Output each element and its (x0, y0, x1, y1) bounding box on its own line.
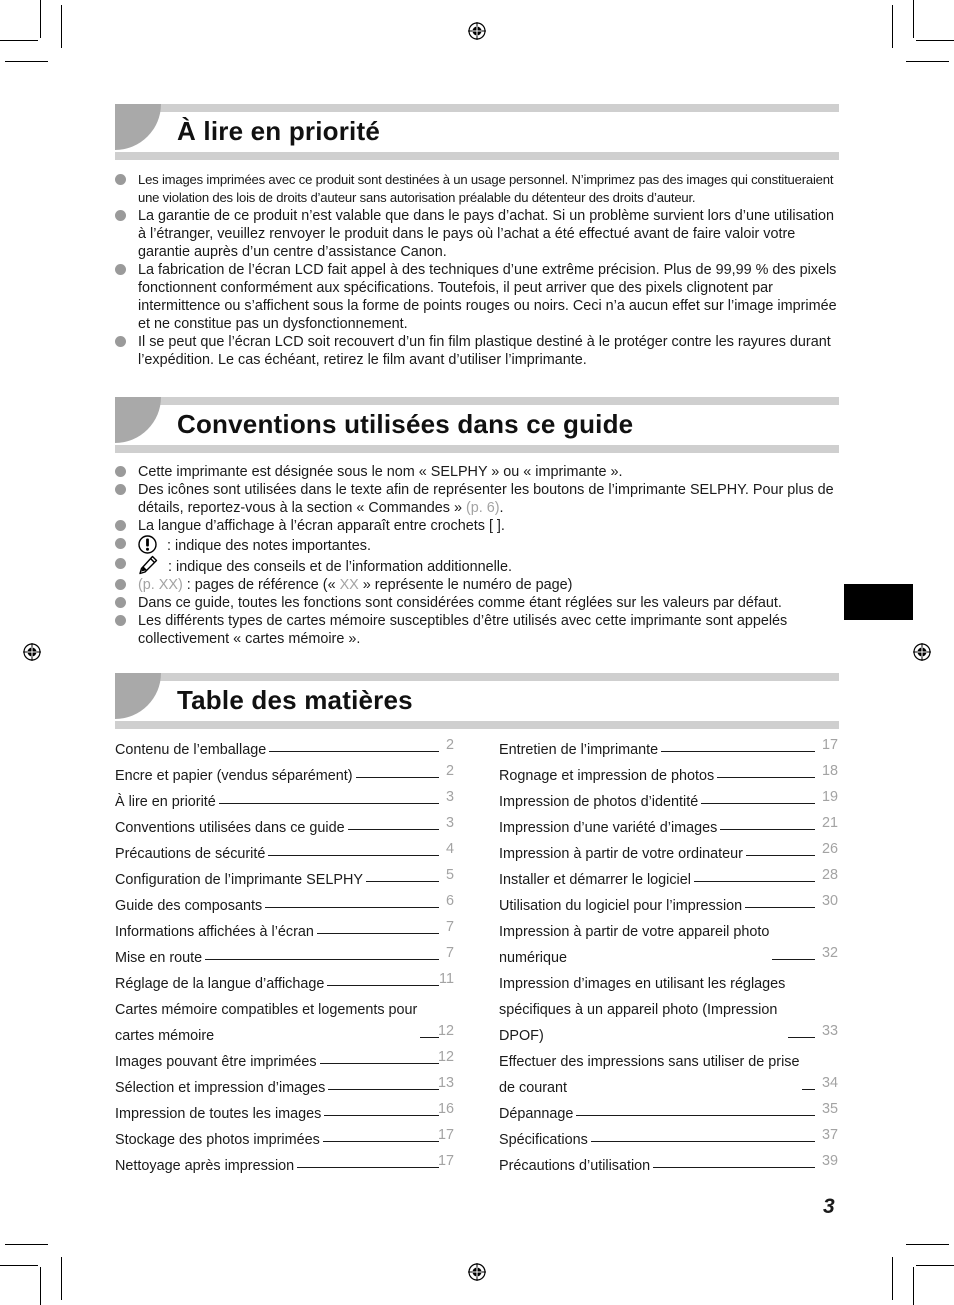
list-item: : indique des conseils et de l’information additionnelle. (115, 555, 839, 576)
toc-entry-label: Sélection et impression d’images (115, 1075, 328, 1101)
toc-entry[interactable] (115, 992, 454, 1044)
toc-entry-label: Nettoyage après impression (115, 1153, 297, 1179)
toc-entry-page: 19 (821, 789, 838, 805)
toc-entry-label: Mise en route (115, 945, 205, 971)
toc-entry-page: 11 (439, 971, 454, 987)
toc-entry-label: Précautions d’utilisation (499, 1153, 653, 1179)
toc-entry-page: 6 (445, 893, 454, 909)
section-header-read-first (115, 104, 839, 160)
section-title: Conventions utilisées dans ce guide (177, 409, 634, 439)
toc-entry-page: 17 (437, 1127, 454, 1143)
section-title: Table des matières (177, 685, 413, 715)
toc-entry-page: 7 (445, 919, 454, 935)
toc-entry-label: Guide des composants (115, 893, 265, 919)
bullet-icon (115, 538, 126, 549)
toc-entry-label: Réglage de la langue d’affichage (115, 971, 327, 997)
list-item: La fabrication de l’écran LCD fait appel à des techniques d’une extrême précision. Plus de 99,99 % des pixels fonctionnent conformément aux spécifications. Toutefois, il peut arriver que des pixels clignotent par intermittence ou s’affichent sous la forme de points rouges ou noirs. Ceci n’a aucun effet sur l’image imprimée et ne constitue pas un dysfonctionnement. (115, 261, 839, 333)
bullet-icon (115, 174, 126, 185)
toc-entry-page: 5 (445, 867, 454, 883)
list-item: Dans ce guide, toutes les fonctions sont considérées comme étant réglées sur les valeurs par défaut. (115, 594, 839, 612)
toc-entry-page: 33 (821, 1023, 838, 1039)
section-header-toc (115, 673, 839, 729)
registration-mark-icon (468, 22, 486, 40)
toc-entry-page: 2 (445, 763, 454, 779)
toc-entry-label: Stockage des photos imprimées (115, 1127, 323, 1153)
toc-entry-label: Utilisation du logiciel pour l’impression (499, 893, 745, 919)
toc-entry-label: Installer et démarrer le logiciel (499, 867, 694, 893)
page-number: 3 (823, 1195, 835, 1218)
toc-entry-page: 34 (821, 1075, 838, 1091)
list-item: La langue d’affichage à l’écran apparaît entre crochets [ ]. (115, 517, 839, 535)
bullet-icon (115, 484, 126, 495)
registration-mark-icon (913, 643, 931, 661)
toc-entry-page: 18 (821, 763, 838, 779)
list-item: Cette imprimante est désignée sous le nom « SELPHY » ou « imprimante ». (115, 463, 839, 481)
bullet-icon (115, 466, 126, 477)
toc-entry-label: Impression à partir de votre appareil photo numérique (499, 919, 772, 971)
page-reference-link[interactable]: (p. 6) (465, 500, 500, 516)
bullet-icon (115, 210, 126, 221)
toc-entry[interactable] (499, 966, 838, 1044)
chapter-tab (844, 584, 913, 620)
toc-entry-page: 30 (821, 893, 838, 909)
toc-entry-label: Rognage et impression de photos (499, 763, 717, 789)
toc-entry-page: 13 (437, 1075, 454, 1091)
list-item: Des icônes sont utilisées dans le texte afin de représenter les boutons de l’imprimante SELPHY. Pour plus de détails, reportez-vous à la section « Commandes » (p. 6). (115, 481, 839, 517)
list-item: : indique des notes importantes. (115, 535, 839, 555)
toc-entry-label: Configuration de l’imprimante SELPHY (115, 867, 366, 893)
bullet-icon (115, 615, 126, 626)
toc-entry-label: Informations affichées à l’écran (115, 919, 317, 945)
toc-entry-page: 3 (445, 815, 454, 831)
toc-entry-page: 39 (821, 1153, 838, 1169)
list-item: Les différents types de cartes mémoire susceptibles d’être utilisés avec cette imprimante sont appelés collectivement « cartes mémoire ». (115, 612, 839, 648)
toc-entry-label: Dépannage (499, 1101, 576, 1127)
read-first-list (115, 171, 839, 369)
toc-entry-page: 28 (821, 867, 838, 883)
toc-entry-page: 4 (445, 841, 454, 857)
toc-entry-page: 7 (445, 945, 454, 961)
header-decoration (115, 673, 161, 719)
bullet-icon (115, 336, 126, 347)
toc-entry[interactable] (499, 914, 838, 966)
toc-left-column (115, 732, 454, 1174)
bullet-icon (115, 520, 126, 531)
toc-entry-label: Effectuer des impressions sans utiliser de prise de courant (499, 1049, 802, 1101)
toc-entry-page: 16 (437, 1101, 454, 1117)
list-item: La garantie de ce produit n’est valable que dans le pays d’achat. Si un problème survient lors d’une utilisation à l’étranger, veuillez renvoyer le produit dans le pays où l’achat a été effectué avant de faire valoir votre garantie auprès d’un centre d’assistance Canon. (115, 207, 839, 261)
conventions-list (115, 463, 839, 648)
bullet-icon (115, 264, 126, 275)
toc-entry-label: Précautions de sécurité (115, 841, 268, 867)
toc-right-column (499, 732, 838, 1174)
section-header-conventions (115, 397, 839, 453)
list-item: Il se peut que l’écran LCD soit recouvert d’un fin film plastique destiné à le protéger contre les rayures durant l’expédition. Le cas échéant, retirez le film avant d’utiliser l’imprimante. (115, 333, 839, 369)
registration-mark-icon (23, 643, 41, 661)
toc-entry-page: 37 (821, 1127, 838, 1143)
pencil-icon (138, 555, 158, 575)
toc-entry-label: Impression d’une variété d’images (499, 815, 720, 841)
toc-entry-label: Impression de toutes les images (115, 1101, 324, 1127)
toc-entry[interactable] (499, 732, 838, 758)
header-decoration (115, 397, 161, 443)
toc-entry[interactable] (115, 732, 454, 758)
toc-entry-page: 35 (821, 1101, 838, 1117)
toc-entry-label: Spécifications (499, 1127, 591, 1153)
toc-entry-page: 12 (437, 1023, 454, 1039)
list-item: (p. XX) : pages de référence (« XX » représente le numéro de page) (115, 576, 839, 594)
list-item: Les images imprimées avec ce produit sont destinées à un usage personnel. N’imprimez pas des images qui constitueraient une violation des lois de droits d’auteur sans autorisation préalable du détenteur des droits d’auteur. (115, 171, 839, 207)
toc-entry[interactable] (499, 1044, 838, 1096)
bullet-icon (115, 558, 126, 569)
toc-entry-label: Conventions utilisées dans ce guide (115, 815, 348, 841)
exclamation-circle-icon (138, 535, 157, 554)
toc-entry-label: À lire en priorité (115, 789, 219, 815)
bullet-icon (115, 579, 126, 590)
toc-entry-label: Contenu de l’emballage (115, 737, 269, 763)
toc-entry-page: 17 (821, 737, 838, 753)
registration-mark-icon (468, 1263, 486, 1281)
toc-entry-label: Entretien de l’imprimante (499, 737, 661, 763)
toc-entry-page: 21 (821, 815, 838, 831)
bullet-icon (115, 597, 126, 608)
section-title: À lire en priorité (177, 116, 380, 146)
toc-entry-page: 17 (437, 1153, 454, 1169)
toc-entry-page: 26 (821, 841, 838, 857)
toc-entry-page: 3 (445, 789, 454, 805)
toc-entry-label: Encre et papier (vendus séparément) (115, 763, 356, 789)
toc-entry-label: Impression de photos d’identité (499, 789, 701, 815)
header-decoration (115, 104, 161, 150)
toc-entry-label: Impression à partir de votre ordinateur (499, 841, 746, 867)
toc-entry-label: Images pouvant être imprimées (115, 1049, 320, 1075)
toc-entry-page: 32 (821, 945, 838, 961)
toc-entry-page: 12 (437, 1049, 454, 1065)
toc-entry-label: Impression d’images en utilisant les réglages spécifiques à un appareil photo (Impression DPOF) (499, 971, 788, 1049)
toc-entry-page: 2 (445, 737, 454, 753)
toc-entry-label: Cartes mémoire compatibles et logements pour cartes mémoire (115, 997, 420, 1049)
